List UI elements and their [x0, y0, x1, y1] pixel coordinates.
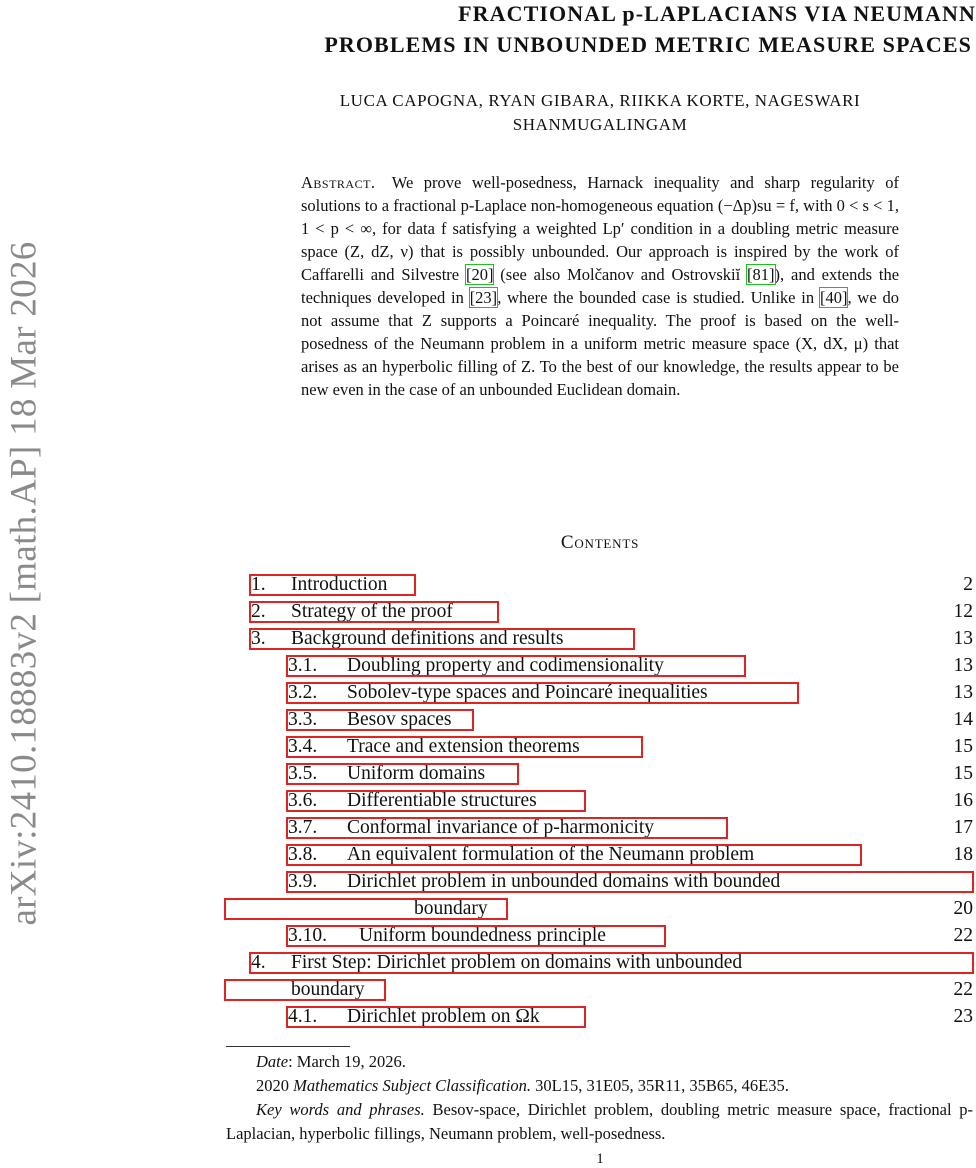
toc-page-number: 2 — [963, 574, 973, 595]
msc-prefix: 2020 — [256, 1076, 289, 1095]
toc-link-box — [286, 682, 799, 704]
toc-page-number: 16 — [953, 790, 973, 811]
footnote-msc — [226, 1074, 973, 1098]
abstract-text-4: , where the bounded case is studied. Unlike in — [497, 288, 815, 307]
toc-title: Strategy of the proof — [291, 601, 453, 622]
toc-title: First Step: Dirichlet problem on domains with unbounded — [291, 952, 743, 973]
toc-page-number: 12 — [953, 601, 973, 622]
authors-line-2: SHANMUGALINGAM — [512, 115, 688, 134]
toc-title: Conformal invariance of p-harmonicity — [347, 817, 655, 838]
toc-link-box — [286, 655, 746, 677]
toc-link-box — [286, 817, 728, 839]
toc-number: 1. — [251, 574, 266, 595]
toc-page-number: 17 — [953, 817, 973, 838]
author-list — [280, 89, 920, 137]
arxiv-identifier: arXiv:2410.18883v2 [math.AP] 18 Mar 2026 — [3, 240, 45, 926]
keywords-list: Besov-space, Dirichlet problem, doubling metric measure space, fractional p-Laplacian, hyperbolic fillings, Neumann problem, well-posedness. — [226, 1100, 973, 1143]
citation-link-81[interactable]: [81] — [747, 265, 775, 284]
abstract-text-2: (see also Molčanov and Ostrovskiĭ — [500, 265, 741, 284]
toc-link-box — [286, 844, 862, 866]
toc-page-number: 23 — [953, 1006, 973, 1027]
citation-link-20[interactable]: [20] — [465, 265, 494, 284]
toc-number: 3.9. — [288, 871, 318, 892]
footnotes — [226, 1050, 973, 1146]
toc-page-number: 20 — [953, 898, 973, 919]
msc-label: Mathematics Subject Classification. — [293, 1076, 531, 1095]
title-line-1: FRACTIONAL p-LAPLACIANS VIA NEUMANN — [458, 1, 976, 26]
toc-number: 3.4. — [288, 736, 318, 757]
toc-number: 3.6. — [288, 790, 318, 811]
toc-title: An equivalent formulation of the Neumann problem — [347, 844, 755, 865]
title-line-2: PROBLEMS IN UNBOUNDED METRIC MEASURE SPACES — [324, 32, 972, 57]
paper-title — [200, 0, 976, 60]
date-value: : March 19, 2026. — [288, 1052, 406, 1071]
toc-page-number: 18 — [953, 844, 973, 865]
toc-title: Dirichlet problem in unbounded domains with bounded — [347, 871, 781, 892]
toc-number: 4.1. — [288, 1006, 318, 1027]
toc-link-box — [249, 601, 499, 623]
date-label: Date — [256, 1052, 289, 1071]
toc-link-box — [286, 925, 666, 947]
toc-number: 3.8. — [288, 844, 318, 865]
arxiv-sidebar — [0, 0, 48, 1166]
abstract-text-5: , we do not assume that Z supports a Poincaré inequality. The proof is based on the well-posedness of the Neumann problem in a uniform metric measure space (X, dX, μ) that arises as an hyperbolic filling of Z. To the best of our knowledge, the results appear to be new even in the case of an unbounded Euclidean domain. — [301, 288, 900, 399]
toc-title: Sobolev-type spaces and Poincaré inequalities — [347, 682, 708, 703]
toc-number: 2. — [251, 601, 266, 622]
toc-title: Uniform domains — [347, 763, 486, 784]
toc-link-box — [224, 979, 386, 1001]
toc-link-box — [249, 628, 635, 650]
footnote-keywords — [226, 1098, 973, 1146]
toc-page-number: 22 — [953, 979, 973, 1000]
toc-title: Differentiable structures — [347, 790, 537, 811]
toc-link-box — [249, 574, 416, 596]
toc-title: Besov spaces — [347, 709, 452, 730]
authors-line-1: LUCA CAPOGNA, RYAN GIBARA, RIIKKA KORTE, NAGESWARI — [339, 91, 861, 110]
toc-number: 4. — [251, 952, 266, 973]
toc-number: 3.3. — [288, 709, 318, 730]
abstract-heading: Abstract. — [301, 173, 376, 192]
toc-link-box — [286, 1006, 586, 1028]
toc-number: 3.7. — [288, 817, 318, 838]
toc-title: Dirichlet problem on Ωk — [347, 1006, 540, 1027]
page-number: 1 — [596, 1151, 604, 1167]
toc-number: 3.5. — [288, 763, 318, 784]
toc-page-number: 15 — [953, 736, 973, 757]
toc-title-continued: boundary — [291, 979, 365, 1000]
toc-link-box — [249, 952, 974, 974]
toc-number: 3. — [251, 628, 266, 649]
footnote-rule — [226, 1046, 350, 1047]
toc-link-box — [286, 871, 974, 893]
toc-link-box — [286, 763, 519, 785]
toc-page-number: 22 — [953, 925, 973, 946]
contents-heading: Contents — [560, 532, 640, 553]
toc-page-number: 13 — [953, 628, 973, 649]
abstract — [301, 171, 899, 401]
abstract-text-3: ), and extends the techniques developed in — [301, 265, 900, 307]
toc-title: Trace and extension theorems — [347, 736, 580, 757]
toc-title: Introduction — [291, 574, 388, 595]
toc-title: Uniform boundedness principle — [359, 925, 606, 946]
keywords-label: Key words and phrases. — [256, 1100, 425, 1119]
toc-link-box — [224, 898, 508, 920]
toc-link-box — [286, 736, 643, 758]
toc-page-number: 13 — [953, 682, 973, 703]
toc-number: 3.10. — [288, 925, 327, 946]
toc-number: 3.1. — [288, 655, 318, 676]
toc-number: 3.2. — [288, 682, 318, 703]
citation-link-23[interactable]: [23] — [469, 288, 498, 307]
toc-page-number: 14 — [953, 709, 973, 730]
toc-link-box — [286, 790, 586, 812]
footnote-date — [226, 1050, 973, 1074]
abstract-text-1: We prove well-posedness, Harnack inequality and sharp regularity of solutions to a fractional p-Laplace non-homogeneous equation (−Δp)su = f, with 0 < s < 1, 1 < p < ∞, for data f satisfying a weighted Lp′ condition in a doubling metric measure space (Z, dZ, ν) that is possibly unbounded. Our approach is inspired by the work of Caffarelli and Silvestre — [301, 173, 899, 284]
toc-title: Background definitions and results — [291, 628, 564, 649]
toc-link-box — [286, 709, 474, 731]
citation-link-40[interactable]: [40] — [819, 288, 848, 307]
toc-title-continued: boundary — [414, 898, 488, 919]
toc-page-number: 15 — [953, 763, 973, 784]
toc-title: Doubling property and codimensionality — [347, 655, 664, 676]
msc-codes: 30L15, 31E05, 35R11, 35B65, 46E35. — [535, 1076, 789, 1095]
toc-page-number: 13 — [953, 655, 973, 676]
